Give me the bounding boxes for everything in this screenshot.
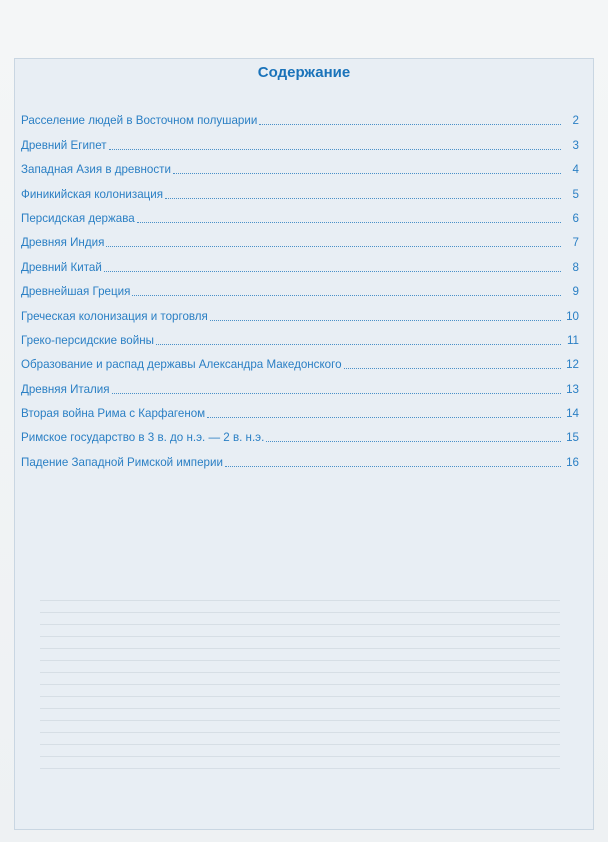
toc-entry-title: Древний Китай bbox=[21, 260, 102, 274]
toc-entry-page-number: 12 bbox=[566, 358, 579, 372]
toc-entry[interactable] bbox=[21, 445, 579, 469]
dot-leader bbox=[104, 270, 561, 272]
dot-leader bbox=[344, 367, 561, 369]
toc-entry[interactable] bbox=[21, 153, 579, 177]
toc-entry-title: Греческая колонизация и торговля bbox=[21, 309, 208, 323]
toc-entry-title: Греко-персидские войны bbox=[21, 333, 154, 347]
toc-entry[interactable] bbox=[21, 128, 579, 152]
toc-entry-title: Римское государство в 3 в. до н.э. — 2 в. н.э. bbox=[21, 431, 265, 445]
toc-entry-page-number: 4 bbox=[572, 163, 579, 177]
dot-leader bbox=[210, 319, 561, 321]
toc-entry-title: Финикийская колонизация bbox=[21, 187, 164, 201]
dot-leader bbox=[259, 123, 561, 125]
toc-entry-title: Западная Азия в древности bbox=[21, 163, 171, 177]
toc-entry[interactable] bbox=[21, 202, 579, 226]
dot-leader bbox=[207, 416, 561, 418]
toc-entry[interactable] bbox=[21, 299, 579, 323]
toc-entry-page-number: 6 bbox=[572, 211, 579, 225]
toc-entry-page-number: 9 bbox=[572, 285, 579, 299]
toc-entry[interactable] bbox=[21, 226, 579, 250]
toc-entry-page-number: 14 bbox=[566, 407, 579, 421]
toc-entry[interactable] bbox=[21, 275, 579, 299]
toc-entry-page-number: 7 bbox=[572, 236, 579, 250]
toc-entry-title: Персидская держава bbox=[21, 211, 135, 225]
table-of-contents bbox=[21, 104, 579, 470]
toc-entry-title: Древнейшая Греция bbox=[21, 285, 131, 299]
toc-entry[interactable] bbox=[21, 177, 579, 201]
dot-leader bbox=[173, 172, 561, 174]
dot-leader bbox=[156, 343, 561, 345]
toc-entry[interactable] bbox=[21, 324, 579, 348]
dot-leader bbox=[106, 245, 561, 247]
dot-leader bbox=[132, 294, 561, 296]
toc-entry-page-number: 11 bbox=[566, 333, 579, 347]
toc-entry-title: Древний Египет bbox=[21, 138, 107, 152]
toc-entry[interactable] bbox=[21, 397, 579, 421]
dot-leader bbox=[137, 221, 561, 223]
toc-entry-page-number: 13 bbox=[566, 382, 579, 396]
toc-entry-page-number: 3 bbox=[572, 138, 579, 152]
toc-entry-page-number: 8 bbox=[572, 260, 579, 274]
dot-leader bbox=[109, 148, 561, 150]
toc-entry-page-number: 16 bbox=[566, 455, 579, 469]
dot-leader bbox=[225, 465, 561, 467]
toc-entry[interactable] bbox=[21, 372, 579, 396]
toc-entry[interactable] bbox=[21, 250, 579, 274]
faint-background-lines bbox=[40, 600, 560, 800]
toc-entry-page-number: 15 bbox=[566, 431, 579, 445]
toc-entry-page-number: 2 bbox=[572, 114, 579, 128]
toc-entry-title: Древняя Италия bbox=[21, 382, 110, 396]
dot-leader bbox=[165, 197, 561, 199]
page-title: Содержание bbox=[257, 64, 351, 81]
toc-entry[interactable] bbox=[21, 104, 579, 128]
toc-entry[interactable] bbox=[21, 421, 579, 445]
toc-entry-title: Вторая война Рима с Карфагеном bbox=[21, 407, 206, 421]
toc-entry[interactable] bbox=[21, 348, 579, 372]
toc-entry-title: Образование и распад державы Александра Македонского bbox=[21, 358, 342, 372]
toc-entry-title: Падение Западной Римской империи bbox=[21, 455, 223, 469]
toc-entry-page-number: 5 bbox=[572, 187, 579, 201]
dot-leader bbox=[266, 440, 561, 442]
toc-entry-title: Расселение людей в Восточном полушарии bbox=[21, 114, 258, 128]
dot-leader bbox=[112, 392, 561, 394]
toc-entry-title: Древняя Индия bbox=[21, 236, 105, 250]
toc-entry-page-number: 10 bbox=[566, 309, 579, 323]
